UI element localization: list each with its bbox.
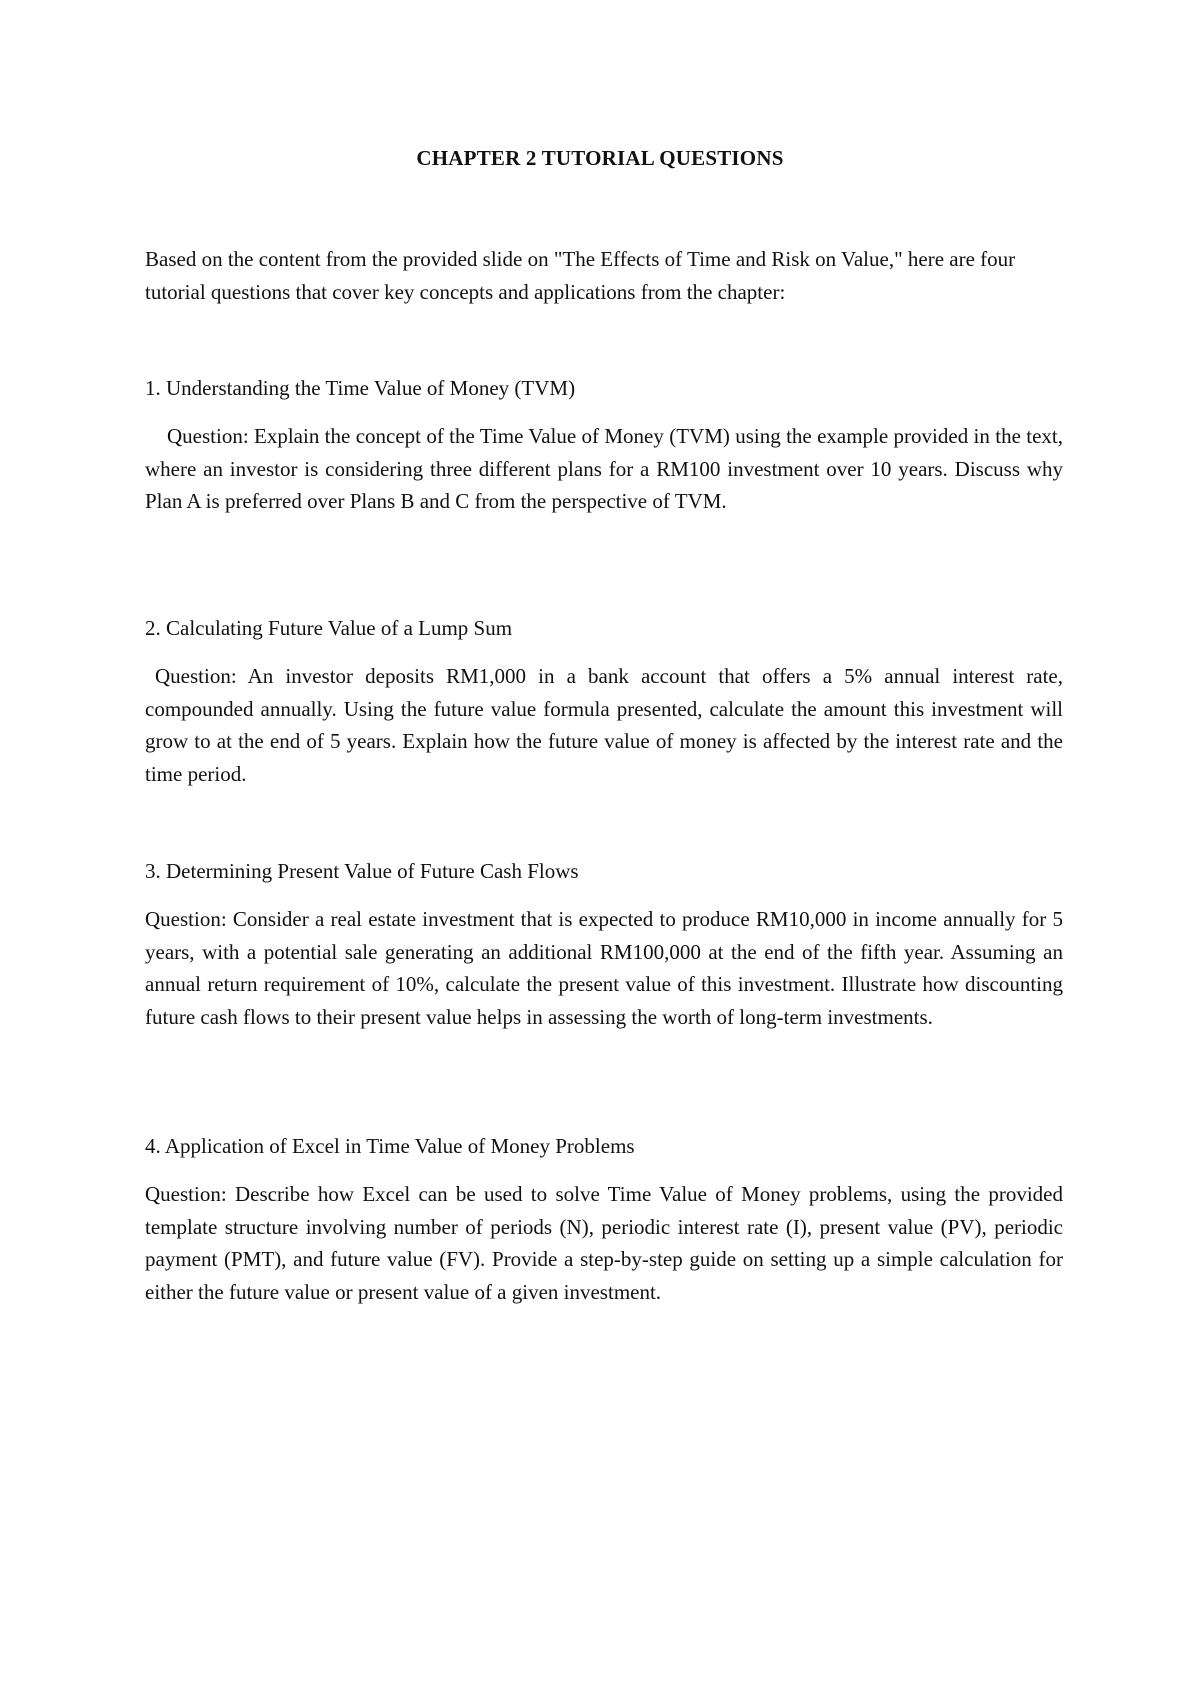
question-4-text: Question: Describe how Excel can be used to solve Time Value of Money problems, using the provided template structure involving number of periods (N), periodic interest rate (I), present value (PV), periodic payment (PMT), and future value (FV). Provide a step-by-step guide on setting up a simple calculation for either the future value or present value of a given investment. xyxy=(145,1182,1063,1304)
question-1-text: Question: Explain the concept of the Time Value of Money (TVM) using the example provided in the text, where an investor is considering three different plans for a RM100 investment over 10 years. Discuss why Plan A is preferred over Plans B and C from the perspective of TVM. xyxy=(145,424,1063,513)
page-title: CHAPTER 2 TUTORIAL QUESTIONS xyxy=(416,146,784,170)
question-3-heading: 3. Determining Present Value of Future Cash Flows xyxy=(145,859,579,883)
question-2-text: Question: An investor deposits RM1,000 in a bank account that offers a 5% annual interest rate, compounded annually. Using the future value formula presented, calculate the amount this investment will grow to at the end of 5 years. Explain how the future value of money is affected by the interest rate and the time period. xyxy=(145,664,1063,786)
intro-paragraph: Based on the content from the provided slide on "The Effects of Time and Risk on Value," here are four tutorial questions that cover key concepts and applications from the chapter: xyxy=(145,247,1016,304)
question-2-heading: 2. Calculating Future Value of a Lump Sum xyxy=(145,616,513,640)
question-1-heading: 1. Understanding the Time Value of Money (TVM) xyxy=(145,376,576,400)
question-4-heading: 4. Application of Excel in Time Value of Money Problems xyxy=(145,1134,635,1158)
question-3-text: Question: Consider a real estate investment that is expected to produce RM10,000 in income annually for 5 years, with a potential sale generating an additional RM100,000 at the end of the fifth year. Assuming an annual return requirement of 10%, calculate the present value of this investment. Illustrate how discounting future cash flows to their present value helps in assessing the worth of long-term investments. xyxy=(145,907,1063,1029)
